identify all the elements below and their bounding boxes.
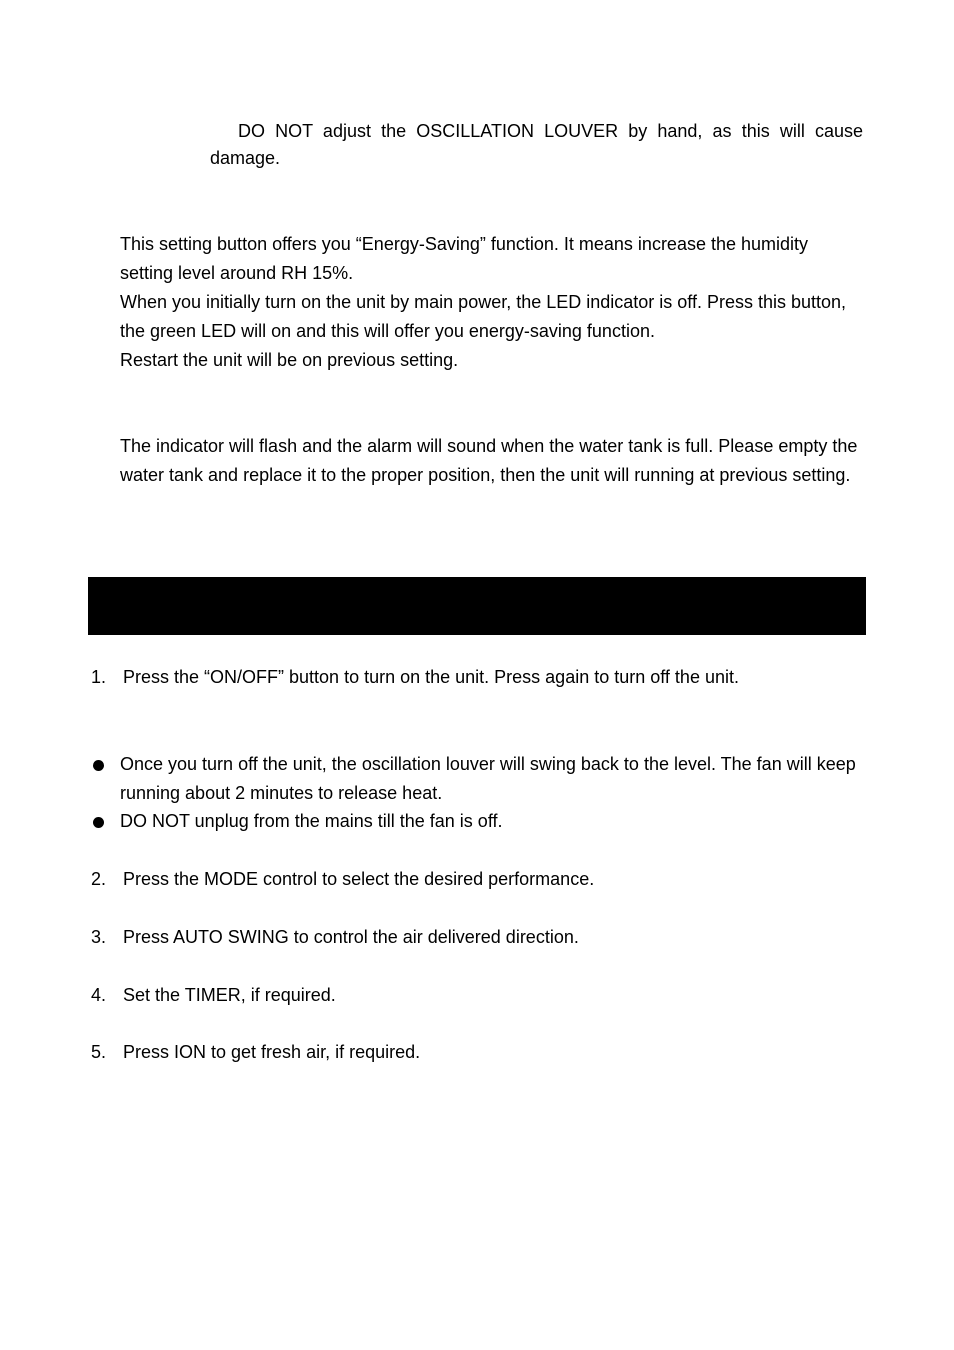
step-3	[91, 923, 863, 952]
step-number: 4.	[91, 985, 107, 1005]
step-2	[91, 865, 863, 894]
step-1	[91, 663, 863, 692]
step-text: Press the “ON/OFF” button to turn on the unit. Press again to turn off the unit.	[123, 667, 739, 687]
step-text: Press ION to get fresh air, if required.	[123, 1042, 421, 1062]
section-header-bar	[88, 577, 866, 635]
tank-full-description: The indicator will flash and the alarm will sound when the water tank is full. Please empty the water tank and replace it to the proper position, then the unit will running at previous setting.	[120, 436, 858, 485]
energy-saving-description: This setting button offers you “Energy-Saving” function. It means increase the humidity setting level around RH 15%.	[120, 234, 809, 283]
step-number: 1.	[91, 667, 107, 687]
note-item	[91, 750, 864, 808]
step-text: Press AUTO SWING to control the air delivered direction.	[123, 927, 579, 947]
louver-warning: DO NOT adjust the OSCILLATION LOUVER by hand, as this will cause damage.	[210, 121, 863, 168]
step-5	[91, 1038, 863, 1067]
note-text: Once you turn off the unit, the oscillation louver will swing back to the level. The fan will keep running about 2 minutes to release heat.	[120, 754, 856, 803]
step-number: 3.	[91, 927, 107, 947]
step-number: 5.	[91, 1042, 107, 1062]
step-text: Press the MODE control to select the desired performance.	[123, 869, 595, 889]
bullet-icon	[93, 760, 104, 771]
step-text: Set the TIMER, if required.	[123, 985, 336, 1005]
note-text: DO NOT unplug from the mains till the fan is off.	[120, 811, 503, 831]
step-4	[91, 981, 863, 1010]
bullet-icon	[93, 817, 104, 828]
energy-saving-section	[120, 230, 864, 375]
step-number: 2.	[91, 869, 107, 889]
energy-saving-led-note: When you initially turn on the unit by main power, the LED indicator is off. Press this button, the green LED will on and this will offer you energy-saving function.	[120, 292, 847, 341]
energy-saving-restart-note: Restart the unit will be on previous setting.	[120, 350, 459, 370]
note-item	[91, 807, 864, 836]
